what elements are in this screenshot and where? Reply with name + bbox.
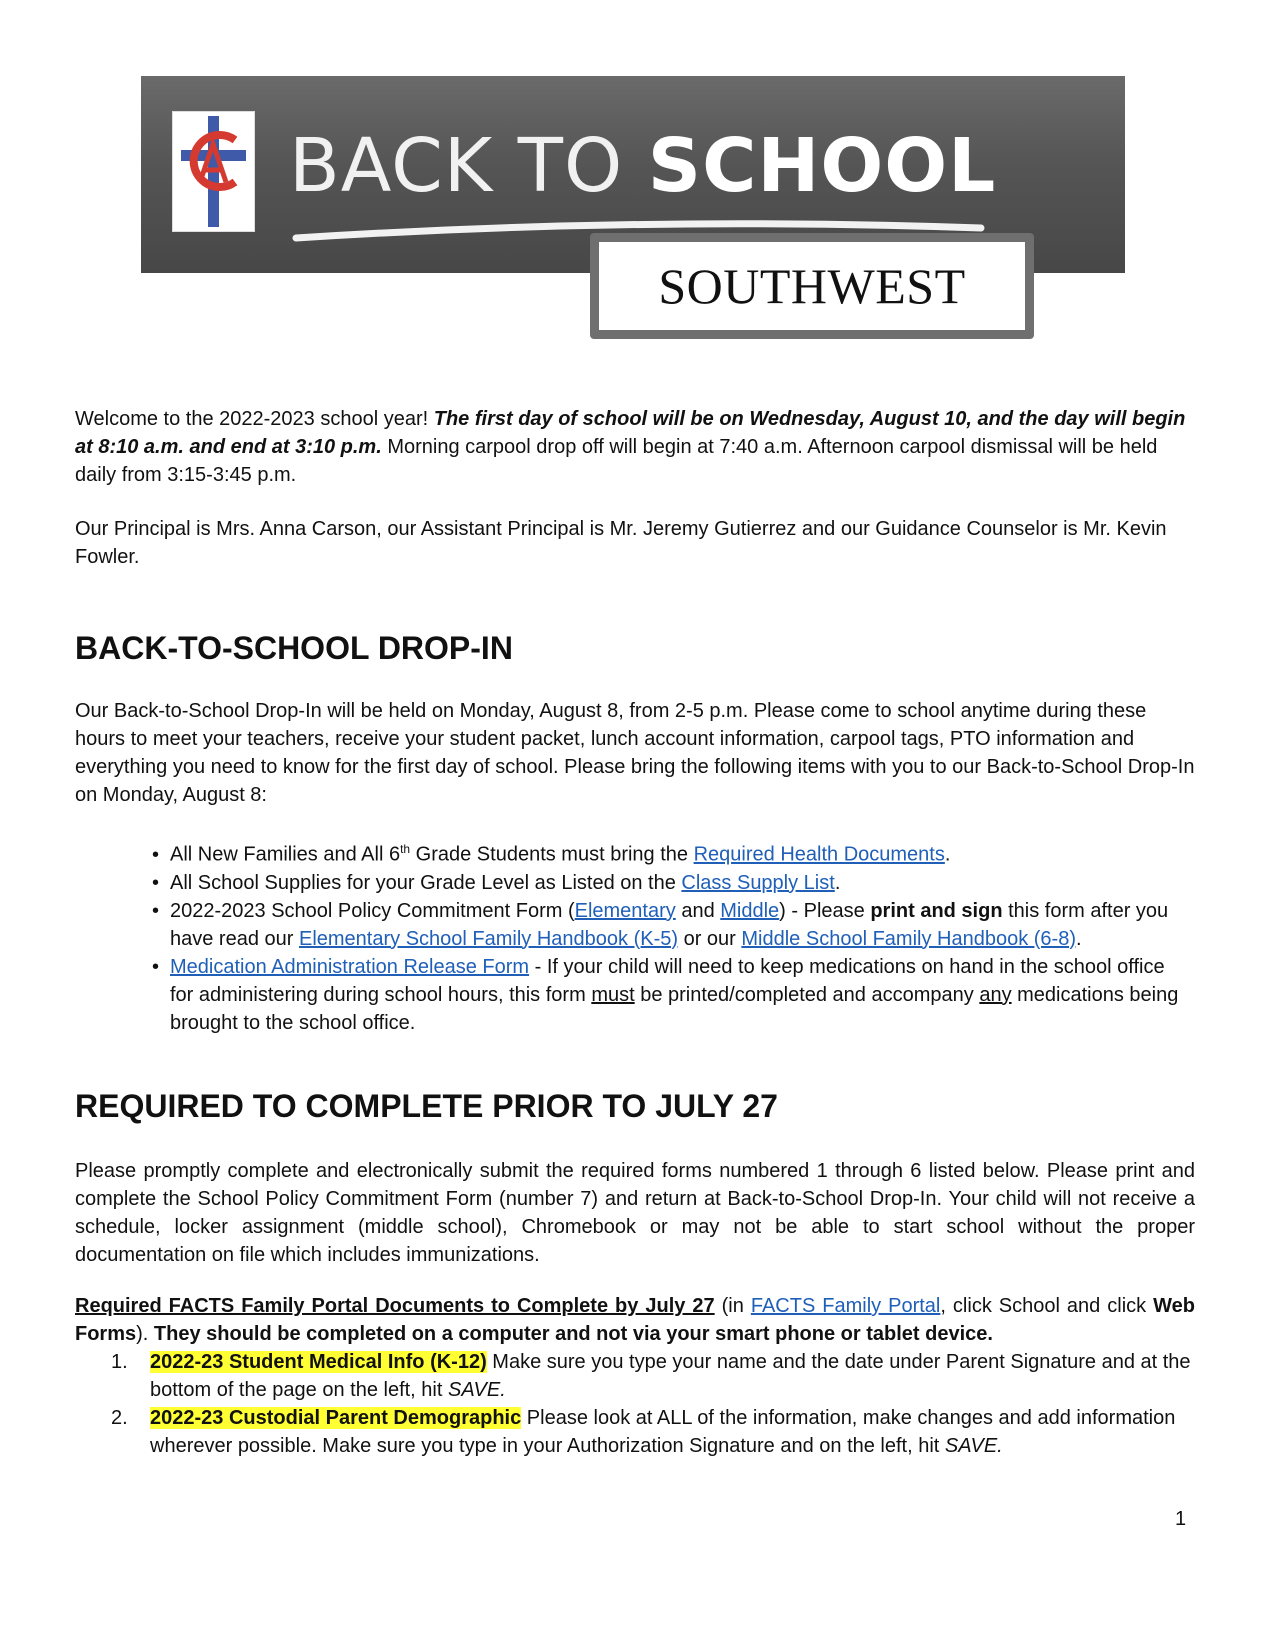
list-item: • All School Supplies for your Grade Level as Listed on the Class Supply List. bbox=[152, 871, 841, 894]
dropin-heading: BACK-TO-SCHOOL DROP-IN bbox=[75, 630, 513, 666]
required-heading: REQUIRED TO COMPLETE PRIOR TO JULY 27 bbox=[75, 1088, 778, 1124]
middle-handbook-link[interactable]: Middle School Family Handbook (6-8) bbox=[741, 927, 1076, 950]
required-forms-list bbox=[75, 1348, 1195, 1460]
class-supply-list-link[interactable]: Class Supply List bbox=[681, 871, 835, 894]
dropin-list bbox=[130, 835, 1190, 1037]
list-item: 2. 2022-23 Custodial Parent Demographic Please look at ALL of the information, make changes and add information wherever possible. Make sure you type in your Authorization Signature and on the left, hit SAVE. bbox=[111, 1407, 1176, 1457]
required-health-documents-link[interactable]: Required Health Documents bbox=[693, 843, 945, 866]
medication-release-form-link[interactable]: Medication Administration Release Form bbox=[170, 955, 530, 978]
list-item: • All New Families and All 6th Grade Students must bring the Required Health Documents. bbox=[152, 842, 951, 866]
southwest-label-box bbox=[590, 233, 1034, 339]
facts-instructions: Required FACTS Family Portal Documents to Complete by July 27 (in FACTS Family Portal, click School and click Web Forms). They should be completed on a computer and not via your smart phone or tablet device. bbox=[75, 1295, 1196, 1345]
facts-family-portal-link[interactable]: FACTS Family Portal bbox=[750, 1295, 941, 1317]
list-item: • Medication Administration Release Form - If your child will need to keep medications on hand in the school office for administering during school hours, this form must be printed/completed and accompany any medications being brought to the school office. bbox=[152, 955, 1179, 1034]
required-paragraph: Please promptly complete and electronically submit the required forms numbered 1 through 6 listed below. Please print and complete the School Policy Commitment Form (number 7) and return at Back-to-School Drop-In. Your child will not receive a schedule, locker assignment (middle school), Chromebook or may not be able to start school without the proper documentation on file which includes immunizations. bbox=[75, 1160, 1195, 1266]
southwest-label: SOUTHWEST bbox=[658, 258, 966, 314]
banner-title: BACK TO SCHOOL bbox=[289, 123, 997, 209]
staff-paragraph: Our Principal is Mrs. Anna Carson, our Assistant Principal is Mr. Jeremy Gutierrez and our Guidance Counselor is Mr. Kevin Fowler. bbox=[75, 518, 1167, 568]
elementary-handbook-link[interactable]: Elementary School Family Handbook (K-5) bbox=[298, 927, 679, 950]
form-name-highlight: 2022-23 Custodial Parent Demographic bbox=[150, 1407, 522, 1429]
middle-form-link[interactable]: Middle bbox=[720, 899, 780, 922]
elementary-form-link[interactable]: Elementary bbox=[574, 899, 676, 922]
dropin-paragraph: Our Back-to-School Drop-In will be held on Monday, August 8, from 2-5 p.m. Please come to school anytime during these hours to meet your teachers, receive your student packet, lunch account information, carpool tags, PTO information and everything you need to know for the first day of school. Please bring the following items with you to our Back-to-School Drop-In on Monday, August 8: bbox=[75, 700, 1195, 806]
school-logo-icon bbox=[172, 111, 255, 232]
form-name-highlight: 2022-23 Student Medical Info (K-12) bbox=[150, 1351, 487, 1373]
intro-paragraph: Welcome to the 2022-2023 school year! The first day of school will be on Wednesday, August 10, and the day will begin at 8:10 a.m. and end at 3:10 p.m. Morning carpool drop off will begin at 7:40 a.m. Afternoon carpool dismissal will be held daily from 3:15-3:45 p.m. bbox=[75, 408, 1186, 486]
list-item: 1. 2022-23 Student Medical Info (K-12) Make sure you type your name and the date under Parent Signature and at the bottom of the page on the left, hit SAVE. bbox=[111, 1351, 1191, 1401]
page-number: 1 bbox=[1175, 1508, 1187, 1530]
list-item: • 2022-2023 School Policy Commitment Form (Elementary and Middle) - Please print and sign this form after you have read our Elementary School Family Handbook (K-5) or our Middle School Family Handbook (6-8). bbox=[152, 899, 1169, 950]
